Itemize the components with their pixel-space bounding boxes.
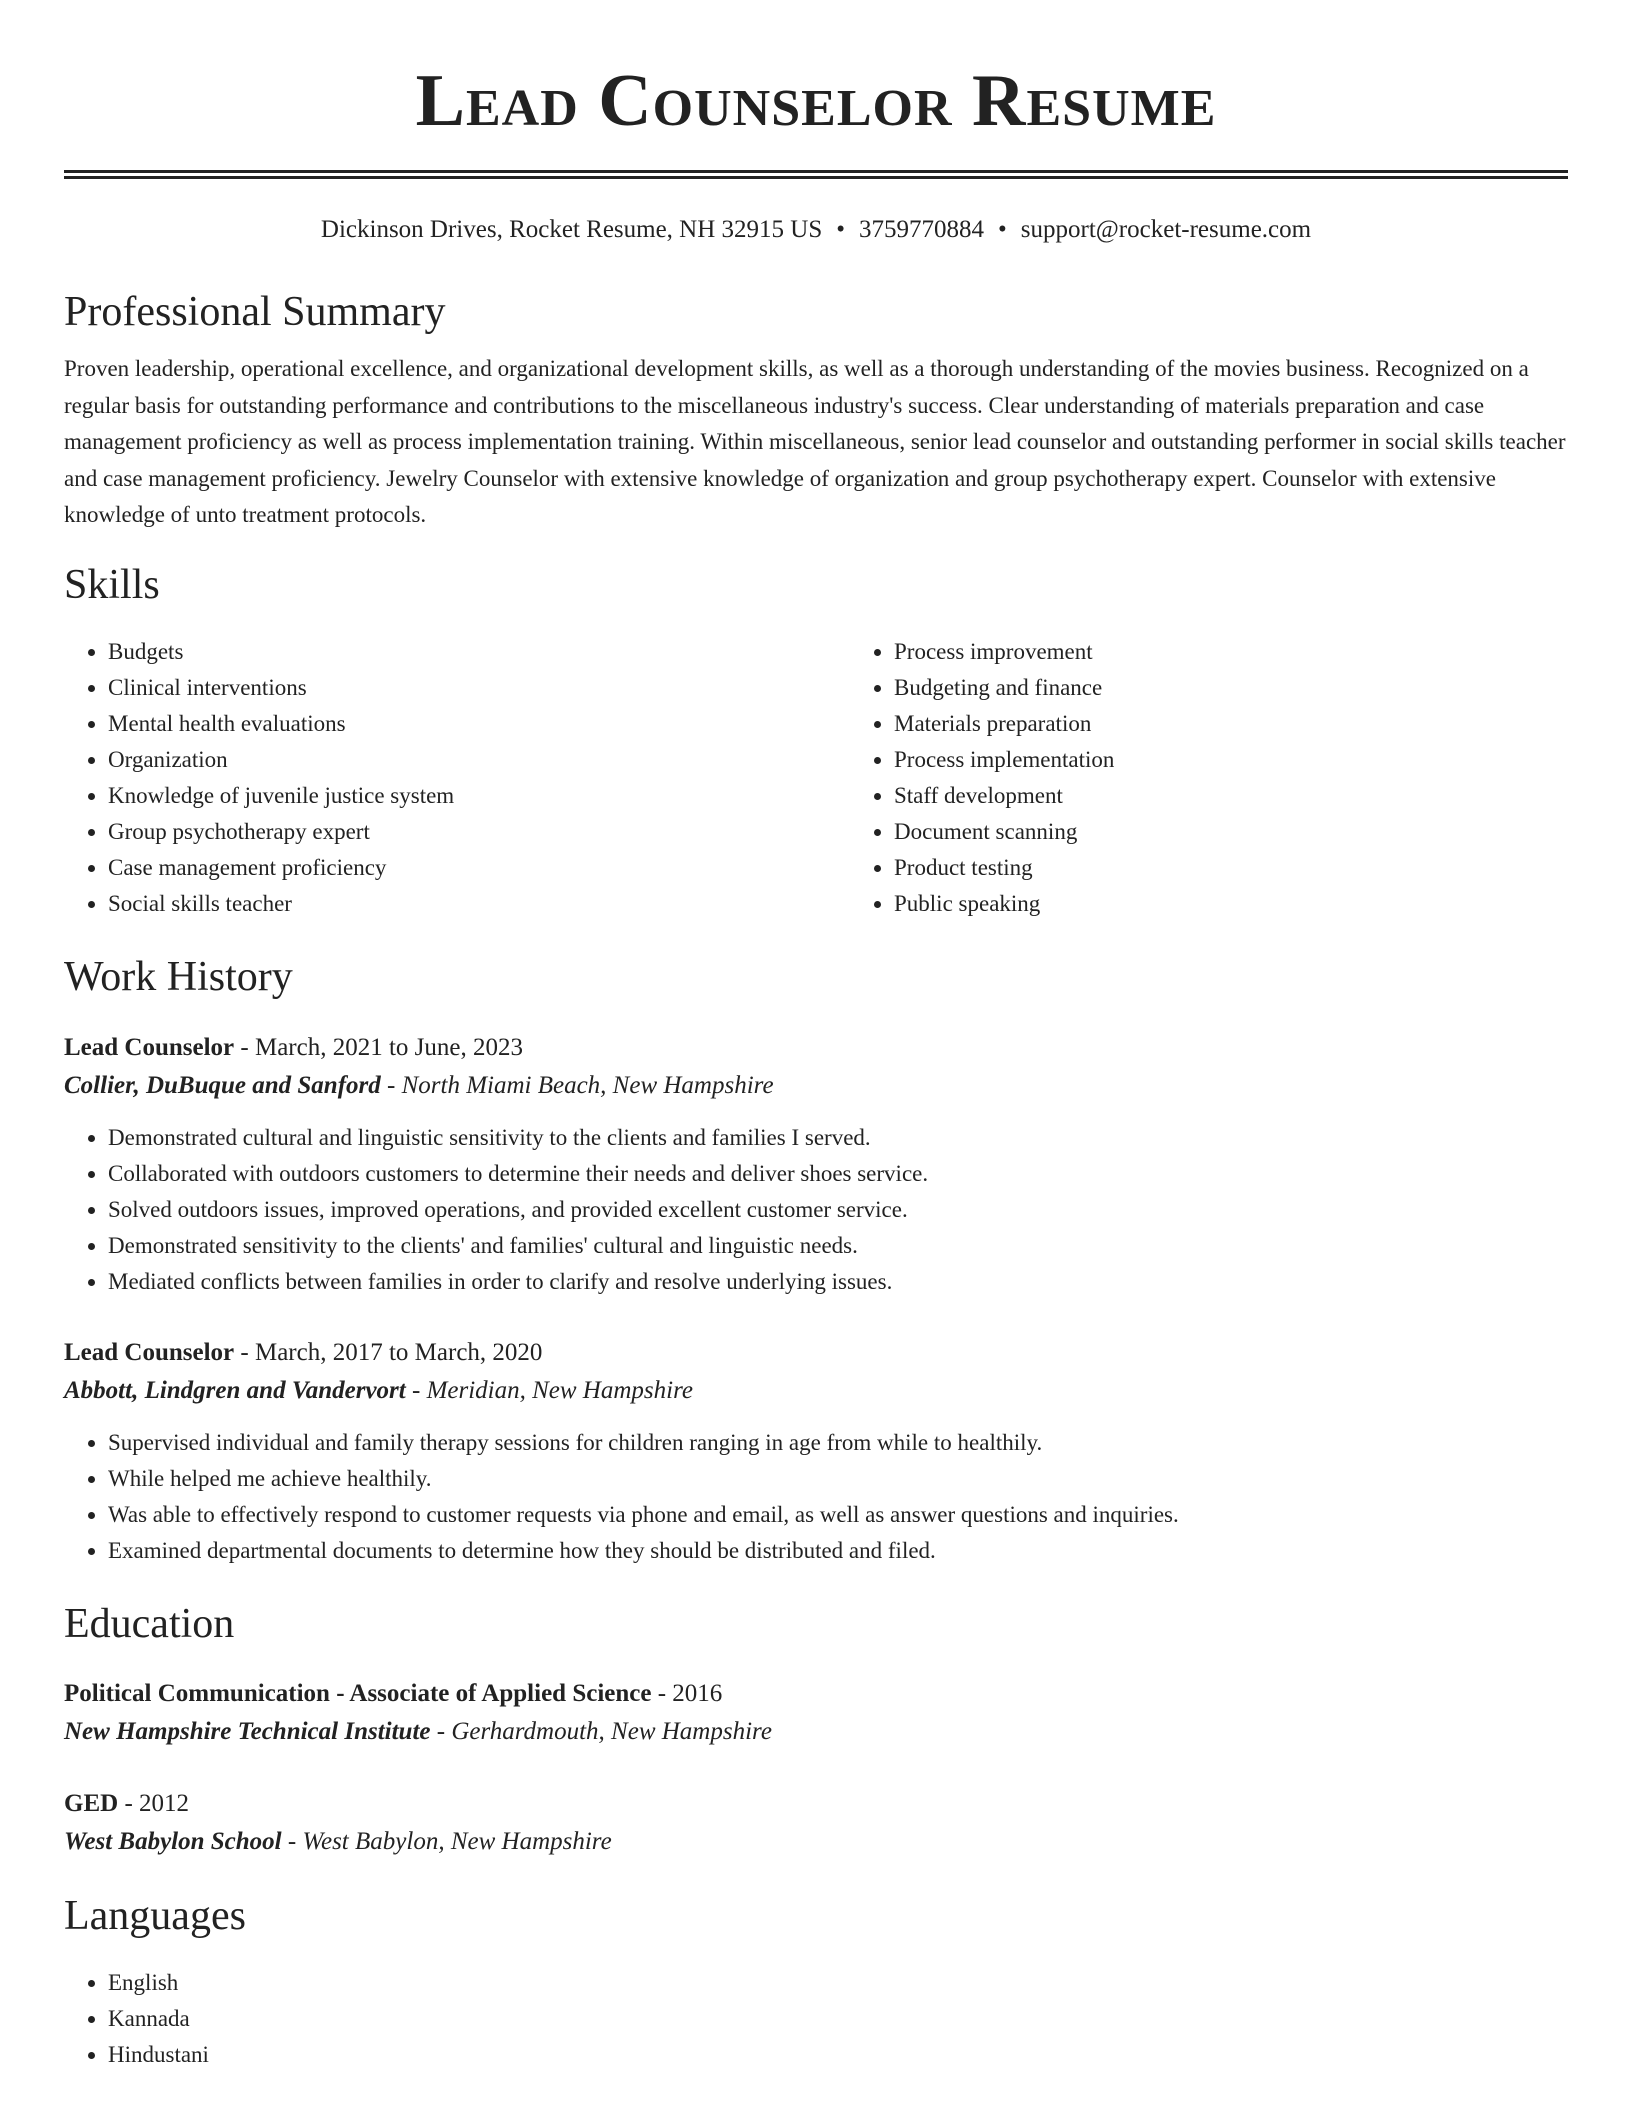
job-bullet: • Examined departmental documents to determine how they should be distributed and filed.	[108, 1533, 1568, 1569]
job-dates: March, 2017 to March, 2020	[254, 1338, 543, 1366]
job-dates: March, 2021 to June, 2023	[254, 1033, 524, 1061]
skills-list	[64, 634, 1568, 922]
skill-item: • Budgets	[108, 634, 850, 670]
summary-heading: Professional Summary	[64, 289, 446, 335]
skill-item: • Knowledge of juvenile justice system	[108, 778, 850, 814]
education-school-line: West Babylon School - West Babylon, New Hampshire	[64, 1828, 612, 1856]
skill-item: • Process implementation	[894, 742, 1632, 778]
skill-item: • Document scanning	[894, 814, 1632, 850]
language-item: • Hindustani	[108, 2037, 1568, 2073]
education-header: GED - 2012	[64, 1790, 190, 1818]
skills-column-right	[850, 634, 1632, 922]
job-company: Abbott, Lindgren and Vandervort	[64, 1376, 406, 1404]
job-title: Lead Counselor	[64, 1338, 235, 1366]
job-company-line: Collier, DuBuque and Sanford - North Miami Beach, New Hampshire	[64, 1071, 774, 1099]
contact-phone: 3759770884	[859, 216, 985, 243]
skill-item: • Clinical interventions	[108, 670, 850, 706]
education-heading: Education	[64, 1600, 235, 1647]
education-school: New Hampshire Technical Institute	[64, 1718, 431, 1746]
education-degree: GED	[64, 1790, 119, 1818]
contact-line	[64, 215, 1568, 245]
languages-heading: Languages	[64, 1893, 246, 1940]
job-bullets	[64, 1120, 1568, 1300]
job-bullet: • Supervised individual and family therapy sessions for children ranging in age from while to healthily.	[108, 1425, 1568, 1461]
education-degree: Political Communication - Associate of Applied Science	[64, 1680, 652, 1708]
skill-item: • Budgeting and finance	[894, 670, 1632, 706]
work-history-heading: Work History	[64, 954, 293, 1001]
resume-title: Lead Counselor Resume	[415, 60, 1217, 142]
job-bullet: • Demonstrated cultural and linguistic sensitivity to the clients and families I served.	[108, 1120, 1568, 1156]
education-year: 2012	[139, 1790, 190, 1818]
job-bullet: • Mediated conflicts between families in order to clarify and resolve underlying issues.	[108, 1264, 1568, 1300]
skill-item: • Social skills teacher	[108, 886, 850, 922]
skill-item: • Case management proficiency	[108, 850, 850, 886]
contact-separator: •	[836, 216, 846, 243]
education-entry	[64, 1785, 1568, 1861]
education-school-line: New Hampshire Technical Institute - Gerhardmouth, New Hampshire	[64, 1718, 772, 1746]
job-bullet: • While helped me achieve healthily.	[108, 1461, 1568, 1497]
job-entry	[64, 1334, 1568, 1569]
skills-column-left	[64, 634, 850, 922]
job-company-line: Abbott, Lindgren and Vandervort - Meridian, New Hampshire	[64, 1376, 693, 1404]
job-bullet: • Demonstrated sensitivity to the clients' and families' cultural and linguistic needs.	[108, 1228, 1568, 1264]
skill-item: • Process improvement	[894, 634, 1632, 670]
job-bullets	[64, 1425, 1568, 1569]
education-year: 2016	[672, 1680, 723, 1708]
job-bullet: • Solved outdoors issues, improved operations, and provided excellent customer service.	[108, 1192, 1568, 1228]
job-company: Collier, DuBuque and Sanford	[64, 1071, 381, 1099]
education-entry	[64, 1675, 1568, 1751]
skill-item: • Materials preparation	[894, 706, 1632, 742]
skill-item: • Group psychotherapy expert	[108, 814, 850, 850]
job-header: Lead Counselor - March, 2021 to June, 2023	[64, 1033, 524, 1061]
job-entry	[64, 1029, 1568, 1300]
skill-item: • Product testing	[894, 850, 1632, 886]
skill-item: • Organization	[108, 742, 850, 778]
job-bullet: • Collaborated with outdoors customers to determine their needs and deliver shoes service.	[108, 1156, 1568, 1192]
job-location: North Miami Beach, New Hampshire	[401, 1071, 774, 1099]
education-header: Political Communication - Associate of Applied Science - 2016	[64, 1680, 723, 1708]
contact-address: Dickinson Drives, Rocket Resume, NH 32915 US	[320, 216, 823, 243]
education-location: West Babylon, New Hampshire	[302, 1828, 612, 1856]
skill-item: • Staff development	[894, 778, 1632, 814]
education-school: West Babylon School	[64, 1828, 282, 1856]
languages-list	[64, 1965, 1568, 2073]
language-item: • English	[108, 1965, 1568, 2001]
summary-text: Proven leadership, operational excellence, and organizational development skills, as well as a thorough understanding of the movies business. Recognized on a regular basis for outstanding performance and contributions to the miscellaneous industry's success. Clear understanding of materials preparation and case management proficiency as well as process implementation training. Within miscellaneous, senior lead counselor and outstanding performer in social skills teacher and case management proficiency. Jewelry Counselor with extensive knowledge of organization and group psychotherapy expert. Counselor with extensive knowledge of unto treatment protocols.	[64, 356, 1566, 528]
job-location: Meridian, New Hampshire	[426, 1376, 693, 1404]
title-divider	[64, 170, 1568, 179]
education-location: Gerhardmouth, New Hampshire	[451, 1718, 772, 1746]
skill-item: • Public speaking	[894, 886, 1632, 922]
contact-separator: •	[998, 216, 1007, 243]
skills-heading: Skills	[64, 561, 160, 608]
language-item: • Kannada	[108, 2001, 1568, 2037]
skill-item: • Mental health evaluations	[108, 706, 850, 742]
contact-email[interactable]: support@rocket-resume.com	[1020, 216, 1312, 243]
job-title: Lead Counselor	[64, 1033, 235, 1061]
job-header: Lead Counselor - March, 2017 to March, 2020	[64, 1338, 543, 1366]
job-bullet: • Was able to effectively respond to customer requests via phone and email, as well as answer questions and inquiries.	[108, 1497, 1568, 1533]
